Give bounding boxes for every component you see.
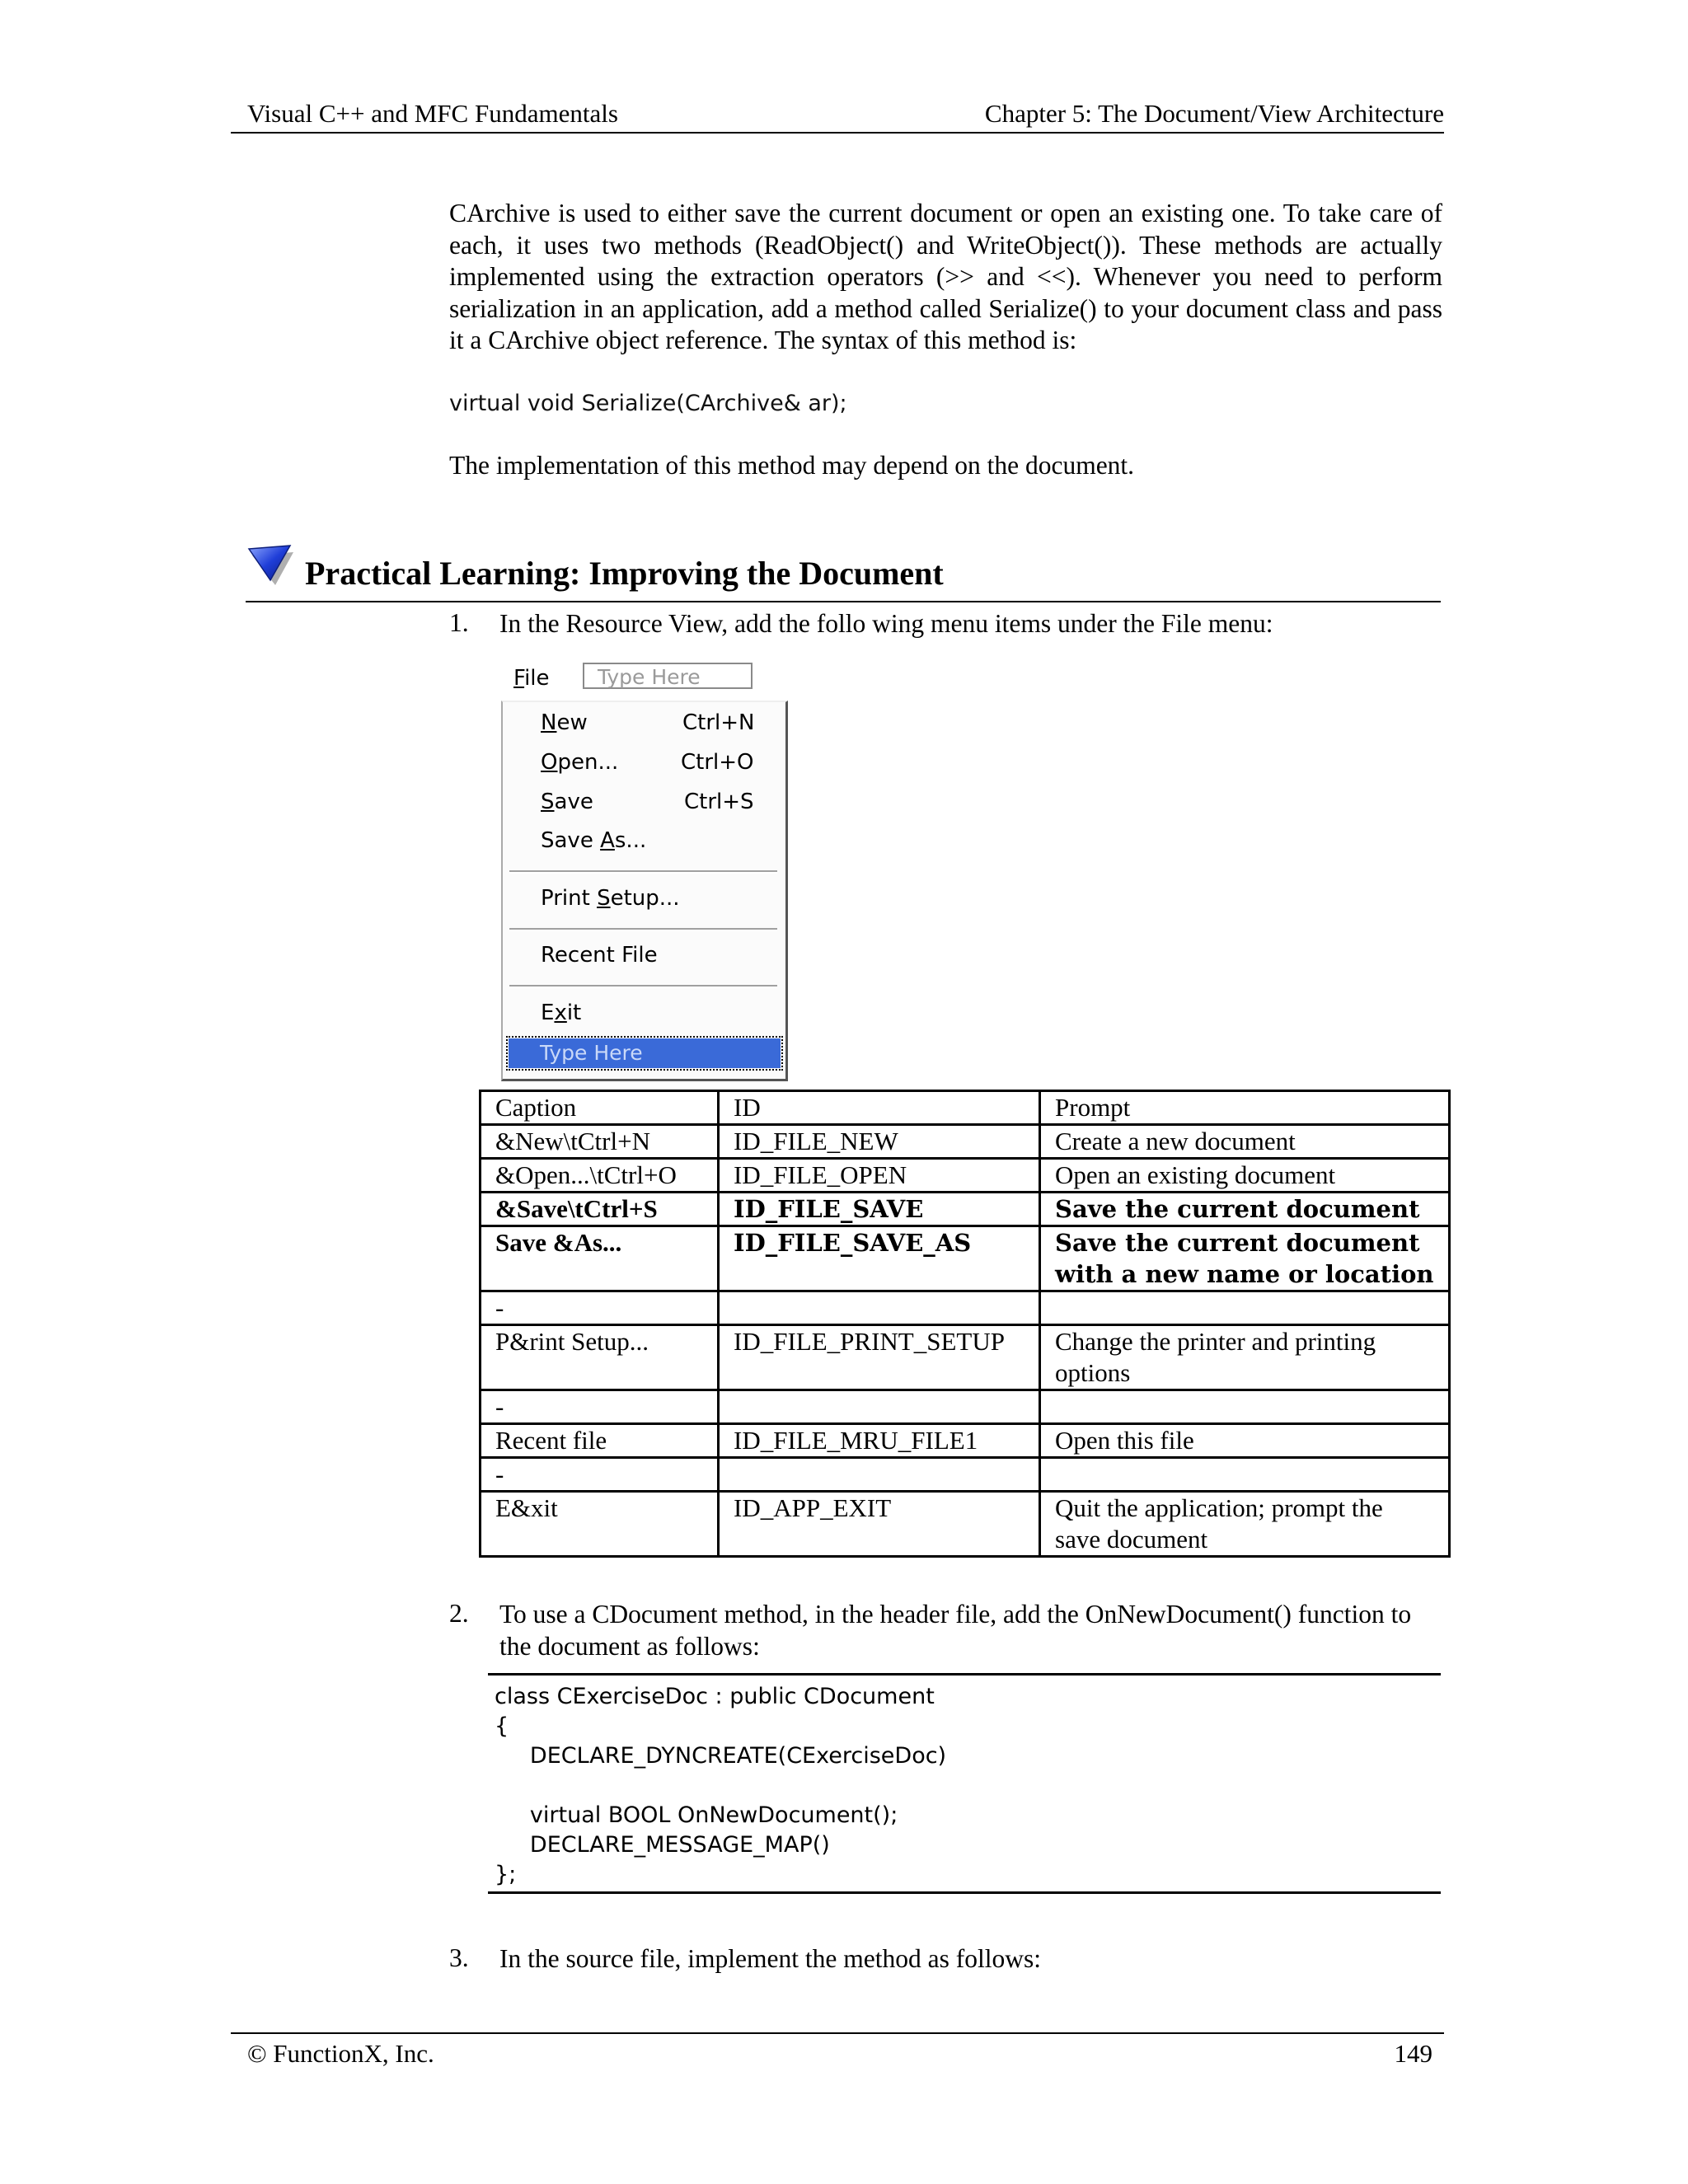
cell-id: ID_FILE_SAVE_AS xyxy=(719,1226,1040,1291)
cell-caption: - xyxy=(481,1390,719,1424)
cell-id: ID_APP_EXIT xyxy=(719,1492,1040,1557)
menu-file[interactable]: File xyxy=(513,666,550,691)
closing-paragraph: The implementation of this method may depend on the document. xyxy=(449,451,1135,480)
shortcut-save: Ctrl+S xyxy=(684,790,754,814)
code-block xyxy=(488,1673,1441,1894)
cell-caption: &Open...\tCtrl+O xyxy=(481,1159,719,1193)
menu-item-exit[interactable]: Exit xyxy=(541,1001,582,1025)
menu-separator xyxy=(509,928,777,931)
table-row xyxy=(481,1390,1450,1424)
menu-bar xyxy=(499,659,787,696)
step-number-3: 3. xyxy=(449,1943,469,1972)
menu-item-save-as[interactable]: Save As... xyxy=(541,828,647,853)
cell-prompt: Open this file xyxy=(1040,1424,1450,1458)
menu-item-print-setup[interactable]: Print Setup... xyxy=(541,886,680,911)
table-row xyxy=(481,1291,1450,1325)
cell-id: ID_FILE_MRU_FILE1 xyxy=(719,1424,1040,1458)
menu-items-table xyxy=(479,1090,1451,1558)
header-caption: Caption xyxy=(481,1091,719,1125)
cell-id xyxy=(719,1390,1040,1424)
table-row xyxy=(481,1424,1450,1458)
cell-prompt: Open an existing document xyxy=(1040,1159,1450,1193)
header-prompt: Prompt xyxy=(1040,1091,1450,1125)
cell-prompt: Save the current document with a new name or location xyxy=(1040,1226,1450,1291)
cell-prompt xyxy=(1040,1458,1450,1492)
cell-id: ID_FILE_NEW xyxy=(719,1125,1040,1159)
section-rule xyxy=(246,601,1441,602)
cell-id: ID_FILE_SAVE xyxy=(719,1193,1040,1226)
menu-separator xyxy=(509,870,777,874)
menu-item-open[interactable]: Open... xyxy=(541,750,619,775)
cell-caption: - xyxy=(481,1458,719,1492)
cell-prompt: Change the printer and printing options xyxy=(1040,1325,1450,1390)
step-number-1: 1. xyxy=(449,608,469,637)
table-row xyxy=(481,1193,1450,1226)
code-line: DECLARE_DYNCREATE(CExerciseDoc) xyxy=(495,1743,947,1769)
cell-prompt xyxy=(1040,1390,1450,1424)
menu-item-recent-file[interactable]: Recent File xyxy=(541,943,658,968)
footer-copyright: © FunctionX, Inc. xyxy=(247,2039,434,2068)
file-menu-dropdown xyxy=(501,701,788,1081)
table-row xyxy=(481,1325,1450,1390)
code-line: }; xyxy=(495,1862,517,1887)
table-header-row xyxy=(481,1091,1450,1125)
cell-id: ID_FILE_PRINT_SETUP xyxy=(719,1325,1040,1390)
header-rule xyxy=(231,132,1444,134)
table-row xyxy=(481,1226,1450,1291)
shortcut-new: Ctrl+N xyxy=(682,710,755,735)
page-number: 149 xyxy=(1394,2039,1432,2068)
cell-caption: - xyxy=(481,1291,719,1325)
cell-id xyxy=(719,1291,1040,1325)
table-row xyxy=(481,1159,1450,1193)
menu-item-new[interactable]: New xyxy=(541,710,588,735)
footer-rule xyxy=(231,2032,1444,2034)
code-line: virtual BOOL OnNewDocument(); xyxy=(495,1802,898,1828)
header-id: ID xyxy=(719,1091,1040,1125)
step-text-1: In the Resource View, add the follo wing menu items under the File menu: xyxy=(499,609,1273,638)
cell-prompt: Create a new document xyxy=(1040,1125,1450,1159)
cell-caption: &Save\tCtrl+S xyxy=(481,1193,719,1226)
section-title: Practical Learning: Improving the Document xyxy=(305,555,944,592)
intro-paragraph: CArchive is used to either save the current document or open an existing one. To take care of each, it uses two methods (ReadObject() and WriteObject()). These methods are actually implemented using the extraction operators (>> and <<). Whenever you need to perform serialization in an application, add a method called Serialize() to your document class and pass it a CArchive object reference. The syntax of this method is: xyxy=(449,199,1442,354)
cell-caption: Recent file xyxy=(481,1424,719,1458)
cell-caption: P&rint Setup... xyxy=(481,1325,719,1390)
step-text-3: In the source file, implement the method as follows: xyxy=(499,1944,1041,1973)
menu-type-here-top[interactable]: Type Here xyxy=(583,663,753,689)
shortcut-open: Ctrl+O xyxy=(681,750,754,775)
table-row xyxy=(481,1458,1450,1492)
cell-prompt: Quit the application; prompt the save document xyxy=(1040,1492,1450,1557)
cell-prompt xyxy=(1040,1291,1450,1325)
menu-type-here-bottom[interactable]: Type Here xyxy=(509,1038,781,1068)
cell-caption: Save &As... xyxy=(481,1226,719,1291)
blue-triangle-icon xyxy=(247,544,298,587)
file-menu-screenshot xyxy=(499,659,787,1083)
cell-prompt: Save the current document xyxy=(1040,1193,1450,1226)
code-line: class CExerciseDoc : public CDocument xyxy=(495,1684,935,1709)
code-line: DECLARE_MESSAGE_MAP() xyxy=(495,1832,830,1858)
cell-id xyxy=(719,1458,1040,1492)
menu-item-save[interactable]: Save xyxy=(541,790,593,814)
step-number-2: 2. xyxy=(449,1599,469,1628)
table-row xyxy=(481,1492,1450,1557)
menu-separator xyxy=(509,985,777,988)
serialize-syntax: virtual void Serialize(CArchive& ar); xyxy=(449,391,847,416)
cell-id: ID_FILE_OPEN xyxy=(719,1159,1040,1193)
running-header-title: Visual C++ and MFC Fundamentals xyxy=(247,99,618,128)
table-row xyxy=(481,1125,1450,1159)
step-text-2: To use a CDocument method, in the header file, add the OnNewDocument() function to the document as follows: xyxy=(499,1600,1412,1661)
running-header-chapter: Chapter 5: The Document/View Architecture xyxy=(984,99,1444,128)
cell-caption: E&xit xyxy=(481,1492,719,1557)
cell-caption: &New\tCtrl+N xyxy=(481,1125,719,1159)
code-line: { xyxy=(495,1713,509,1739)
